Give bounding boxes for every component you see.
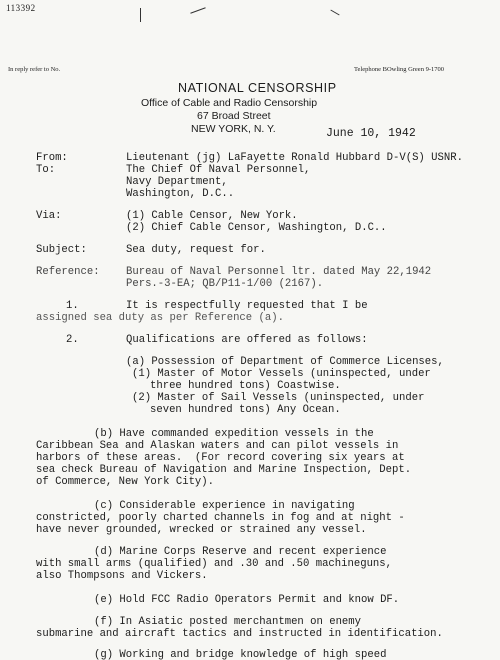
para1-line: It is respectfully requested that I be bbox=[126, 300, 368, 312]
qual-c-line: (c) Considerable experience in navigating bbox=[94, 500, 355, 512]
qual-a-line: (a) Possession of Department of Commerce Licenses, bbox=[126, 356, 444, 368]
para2-intro: Qualifications are offered as follows: bbox=[126, 334, 368, 346]
qual-b-line: harbors of these areas. (For record covering six years at bbox=[36, 452, 405, 464]
qual-d-line: also Thompsons and Vickers. bbox=[36, 570, 208, 582]
stamp-mark bbox=[190, 7, 205, 13]
to-line: The Chief Of Naval Personnel, bbox=[126, 164, 311, 176]
qual-a-line: (1) Master of Motor Vessels (uninspected, under bbox=[132, 368, 431, 380]
via-line: (1) Cable Censor, New York. bbox=[126, 210, 298, 222]
para2-number: 2. bbox=[66, 334, 79, 346]
para1-number: 1. bbox=[66, 300, 79, 312]
para1-line: assigned sea duty as per Reference (a). bbox=[36, 312, 284, 324]
reference-label: Reference: bbox=[36, 266, 100, 278]
letter-date: June 10, 1942 bbox=[326, 127, 416, 140]
qual-a-line: three hundred tons) Coastwise. bbox=[150, 380, 341, 392]
to-line: Washington, D.C.. bbox=[126, 188, 235, 200]
reference-line: Pers.-3-EA; QB/P11-1/00 (2167). bbox=[126, 278, 324, 290]
letterhead-org: NATIONAL CENSORSHIP bbox=[178, 81, 337, 95]
to-label: To: bbox=[36, 164, 56, 176]
qual-a-line: (2) Master of Sail Vessels (uninspected, under bbox=[132, 392, 425, 404]
via-label: Via: bbox=[36, 210, 62, 222]
qual-g-line: (g) Working and bridge knowledge of high speed bbox=[94, 649, 387, 660]
telephone-note: Telephone BOwling Green 9-1700 bbox=[354, 66, 444, 73]
from-value: Lieutenant (jg) LaFayette Ronald Hubbard D-V(S) USNR. bbox=[126, 152, 463, 164]
qual-c-line: have never grounded, wrecked or strained any vessel. bbox=[36, 524, 367, 536]
letterhead-city: NEW YORK, N. Y. bbox=[191, 123, 276, 135]
qual-b-line: sea check Bureau of Navigation and Marine Inspection, Dept. bbox=[36, 464, 412, 476]
refer-note: In reply refer to No. bbox=[8, 66, 61, 73]
from-label: From: bbox=[36, 152, 68, 164]
qual-f-line: submarine and aircraft tactics and instructed in identification. bbox=[36, 628, 443, 640]
letterhead-street: 67 Broad Street bbox=[197, 110, 271, 122]
to-line: Navy Department, bbox=[126, 176, 228, 188]
stamp-mark bbox=[140, 8, 147, 22]
qual-b-line: of Commerce, New York City). bbox=[36, 476, 215, 488]
letterhead-office: Office of Cable and Radio Censorship bbox=[141, 97, 318, 109]
qual-e-line: (e) Hold FCC Radio Operators Permit and know DF. bbox=[94, 594, 400, 606]
reference-line: Bureau of Naval Personnel ltr. dated May 22,1942 bbox=[126, 266, 432, 278]
qual-d-line: (d) Marine Corps Reserve and recent experience bbox=[94, 546, 387, 558]
qual-a-line: seven hundred tons) Any Ocean. bbox=[150, 404, 341, 416]
document-number: 113392 bbox=[6, 3, 36, 13]
qual-b-line: (b) Have commanded expedition vessels in the bbox=[94, 428, 374, 440]
subject-label: Subject: bbox=[36, 244, 87, 256]
qual-d-line: with small arms (qualified) and .30 and .50 machineguns, bbox=[36, 558, 393, 570]
stamp-mark bbox=[330, 10, 339, 16]
qual-b-line: Caribbean Sea and Alaskan waters and can pilot vessels in bbox=[36, 440, 399, 452]
subject-value: Sea duty, request for. bbox=[126, 244, 266, 256]
via-line: (2) Chief Cable Censor, Washington, D.C.. bbox=[126, 222, 387, 234]
qual-f-line: (f) In Asiatic posted merchantmen on enemy bbox=[94, 616, 362, 628]
qual-c-line: constricted, poorly charted channels in fog and at night - bbox=[36, 512, 405, 524]
